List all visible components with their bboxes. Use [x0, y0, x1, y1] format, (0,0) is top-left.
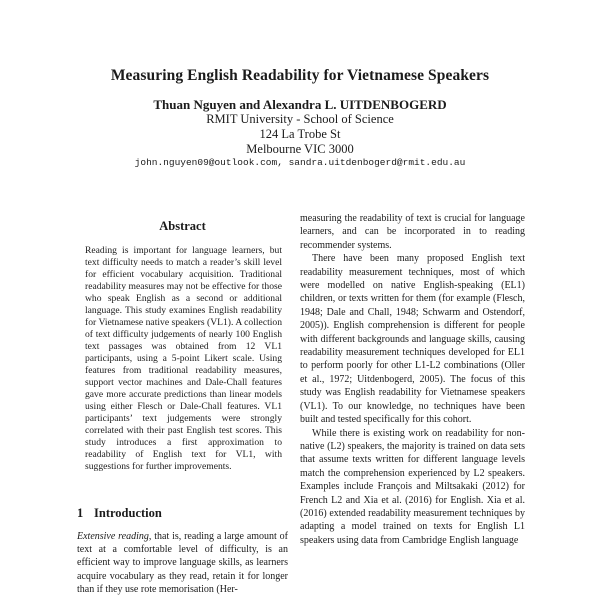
- affiliation-block: [0, 112, 600, 157]
- right-column-paragraph-2: There have been many proposed English text readability measurement techniques, most of which were modelled on native English-speaking (EL1) children, or texts written for them (for example (Flesch, 1948; Dale and Chall, 1948; Schwarm and Ostendorf, 2005)). English comprehension is different for people with different backgrounds and language skills, causing readability measurement techniques developed for EL1 to perform poorly for other L1-L2 combinations (Oller et al., 1972; Uitdenbogerd, 2005). The focus of this study was English readability for Vietnamese speakers (VL1). To our knowledge, no techniques have been built and tested specifically for this cohort.: [300, 253, 525, 426]
- section-heading-introduction: [77, 506, 288, 521]
- right-column-paragraph-1: measuring the readability of text is crucial for language learners, and can be incorporated in to reading recommender systems.: [300, 213, 525, 251]
- left-column: [77, 212, 288, 600]
- paper-authors: Thuan Nguyen and Alexandra L. UITDENBOGERD: [153, 97, 447, 112]
- right-column-paragraph-3: While there is existing work on readability for non-native (L2) speakers, the majority is trained on data sets that assume texts written for different language levels match the comprehension experienced by L2 speakers. Examples include François and Miltsakaki (2012) for French L2 and Xia et al. (2016) for English. Xia et al. (2016) extended readability measurement techniques by adapting a model trained on texts for English L1 speakers using data from Cambridge English language: [300, 427, 525, 546]
- right-column: [300, 212, 525, 600]
- address-line-1: 124 La Trobe St: [259, 127, 341, 141]
- intro-lead-italic: Extensive reading: [77, 531, 149, 542]
- introduction-section: [77, 506, 288, 596]
- paper-title: Measuring English Readability for Vietnamese Speakers: [110, 67, 490, 85]
- address-line-2: Melbourne VIC 3000: [246, 142, 354, 156]
- abstract-text: Reading is important for language learners, but text difficulty needs to match a reader’s skill level for efficient vocabulary acquisition. Traditional readability measures may not be effective for those who speak English as a second or additional language. This study examines English readability for Vietnamese native speakers (VL1). A collection of text difficulty judgements of nearly 100 English text passages was obtained from 12 VL1 participants, using a 5-point Likert scale. Using features from traditional readability measures, support vector machines and Dale-Chall features gave more accurate predictions than linear models using either Flesch or Dale-Chall features. VL1 participants’ text judgements were strongly correlated with their past English test scores. This study introduces a first approximation to readability of English text for VL1, with suggestions for further improvements.: [85, 245, 282, 472]
- section-number: 1: [77, 506, 84, 520]
- affiliation: RMIT University - School of Science: [206, 112, 394, 126]
- author-emails: john.nguyen09@outlook.com, sandra.uitdenbogerd@rmit.edu.au: [134, 157, 466, 168]
- intro-paragraph-rest: , that is, reading a large amount of text at a comfortable level of difficulty, is an efficient way to improve language skills, as learners acquire vocabulary as they read, retain it for longer than if they use rote memorisation (Her-: [77, 531, 288, 595]
- section-title: Introduction: [94, 506, 162, 520]
- abstract-heading: Abstract: [159, 219, 206, 233]
- introduction-paragraph: [77, 530, 288, 596]
